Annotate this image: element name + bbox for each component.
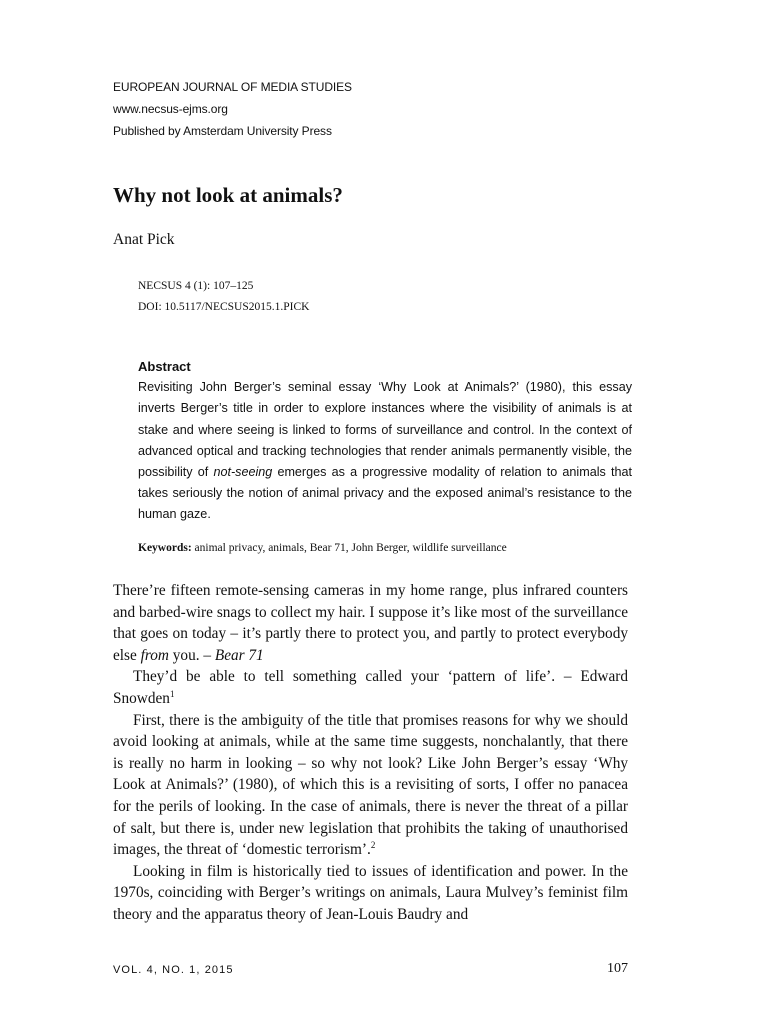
abstract-heading: Abstract bbox=[138, 359, 191, 374]
article-author: Anat Pick bbox=[113, 231, 175, 248]
publisher-line: Published by Amsterdam University Press bbox=[113, 124, 332, 138]
journal-url[interactable]: www.necsus-ejms.org bbox=[113, 102, 228, 116]
epigraph-bear71 bbox=[113, 580, 628, 666]
citation: NECSUS 4 (1): 107–125 bbox=[138, 280, 254, 292]
snowden-text: They’d be able to tell something called your ‘pattern of life’. – Edward Snowden bbox=[113, 668, 628, 707]
epigraph-snowden bbox=[113, 666, 628, 709]
footnote-ref-1[interactable]: 1 bbox=[169, 688, 175, 699]
body-paragraph-2: Looking in film is historically tied to issues of identification and power. In the 1970s, coinciding with Berger’s writings on animals, Laura Mulvey’s feminist film theory and the apparatus theory of Jean-Louis Baudry and bbox=[113, 862, 628, 923]
body-paragraph-1 bbox=[113, 710, 628, 861]
paragraph-1-text: First, there is the ambiguity of the title that promises reasons for why we should avoid looking at animals, while at the same time suggests, nonchalantly, that there is really no harm in looking – so why not look? Like John Berger’s essay ‘Why Look at Animals?’ (1980), of which this is a revisiting of sorts, I offer no panacea for the perils of looking. In the case of animals, there is never the threat of a pillar of salt, but there is, under new legislation that prohibits the taking of unauthorised images, the threat of ‘domestic terrorism’. bbox=[113, 711, 628, 859]
abstract-text-part-1: Revisiting John Berger’s seminal essay ‘Why Look at Animals?’ (1980), this essay inverts Berger’s title in order to explore instances where the visibility of animals is at stake and where seeing is linked to forms of surveillance and control. In the context of advanced optical and tracking technologies that render animals permanently visible, the possibility of bbox=[138, 380, 632, 480]
abstract-emphasis: not-seeing bbox=[213, 465, 273, 480]
article-title: Why not look at animals? bbox=[113, 183, 343, 207]
epigraph-emphasis: from bbox=[140, 646, 169, 664]
article-body bbox=[113, 580, 628, 926]
epigraph-dash: you. – bbox=[168, 646, 215, 664]
abstract-text bbox=[138, 377, 632, 525]
abstract-section bbox=[138, 356, 632, 526]
keywords bbox=[138, 542, 507, 554]
journal-name: EUROPEAN JOURNAL OF MEDIA STUDIES bbox=[113, 80, 352, 94]
epigraph-source: Bear 71 bbox=[214, 646, 264, 664]
epigraph-text: There’re fifteen remote-sensing cameras in my home range, plus infrared counters and barbed-wire snags to collect my hair. I suppose it’s like most of the surveillance that goes on today – it’s partly there to protect you, and partly to protect everybody else bbox=[113, 582, 628, 664]
page-number: 107 bbox=[607, 961, 628, 976]
keywords-label: Keywords: bbox=[138, 542, 192, 554]
abstract-text-part-2: emerges as a progressive modality of relation to animals that takes seriously the notion of animal privacy and the exposed animal’s resistance to the human gaze. bbox=[138, 465, 632, 522]
footer-volume: VOL. 4, NO. 1, 2015 bbox=[113, 964, 234, 976]
footnote-ref-2[interactable]: 2 bbox=[370, 840, 376, 851]
article-meta bbox=[138, 276, 309, 318]
keywords-list: animal privacy, animals, Bear 71, John Berger, wildlife surveillance bbox=[191, 542, 507, 554]
journal-header bbox=[113, 76, 352, 142]
doi[interactable]: DOI: 10.5117/NECSUS2015.1.PICK bbox=[138, 301, 310, 313]
